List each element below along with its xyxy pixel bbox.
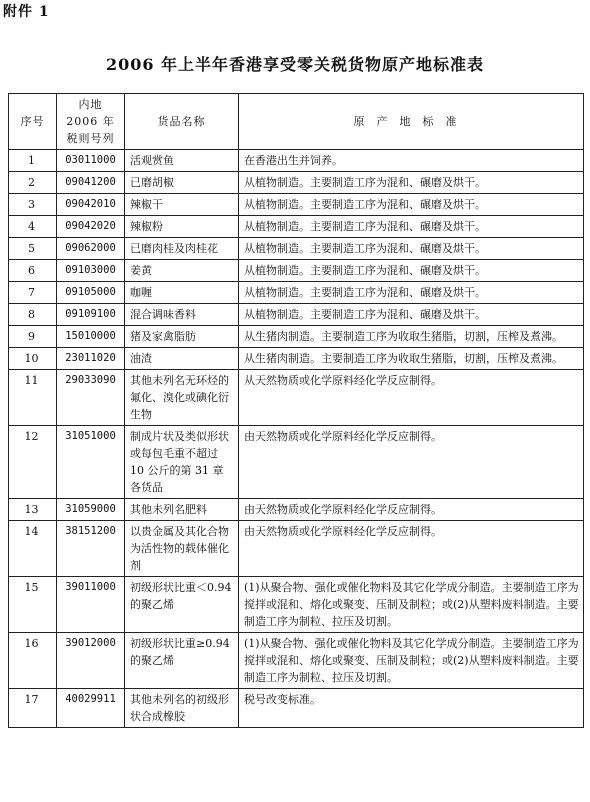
table-row <box>9 216 584 238</box>
cell-no: 13 <box>9 499 57 521</box>
cell-standard: 从生猪肉制造。主要制造工序为收取生猪脂，切割，压榨及煮沸。 <box>239 326 584 348</box>
cell-standard: 从生猪肉制造。主要制造工序为收取生猪脂，切割，压榨及煮沸。 <box>239 348 584 370</box>
table-row <box>9 499 584 521</box>
header-name: 货品名称 <box>125 94 239 150</box>
cell-name: 辣椒干 <box>125 194 239 216</box>
cell-no: 11 <box>9 370 57 426</box>
cell-name: 咖喱 <box>125 282 239 304</box>
cell-standard: 从植物制造。主要制造工序为混和、碾磨及烘干。 <box>239 216 584 238</box>
table-row <box>9 304 584 326</box>
cell-no: 2 <box>9 172 57 194</box>
cell-no: 15 <box>9 577 57 633</box>
table-row <box>9 282 584 304</box>
cell-standard: 从植物制造。主要制造工序为混和、碾磨及烘干。 <box>239 260 584 282</box>
page-title: 2006 年上半年香港享受零关税货物原产地标准表 <box>105 55 485 74</box>
cell-standard: 从植物制造。主要制造工序为混和、碾磨及烘干。 <box>239 172 584 194</box>
cell-code: 39011000 <box>57 577 125 633</box>
cell-standard: 由天然物质或化学原料经化学反应制得。 <box>239 499 584 521</box>
cell-standard: (1)从聚合物、强化或催化物料及其它化学成分制造。主要制造工序为搅拌或混和、熔化或聚变、压制及制粒；或(2)从塑料废料制造。主要制造工序为制粒、拉压及切割。 <box>239 633 584 689</box>
cell-standard: 由天然物质或化学原料经化学反应制得。 <box>239 426 584 499</box>
cell-name: 制成片状及类似形状或每包毛重不超过 10 公斤的第 31 章各货品 <box>125 426 239 499</box>
table-row <box>9 577 584 633</box>
table-row <box>9 172 584 194</box>
cell-no: 12 <box>9 426 57 499</box>
cell-standard: 从植物制造。主要制造工序为混和、碾磨及烘干。 <box>239 194 584 216</box>
cell-name: 初级形状比重＜0.94的聚乙烯 <box>125 577 239 633</box>
cell-standard: 从植物制造。主要制造工序为混和、碾磨及烘干。 <box>239 282 584 304</box>
cell-name: 已磨胡椒 <box>125 172 239 194</box>
cell-standard: 从天然物质或化学原料经化学反应制得。 <box>239 370 584 426</box>
cell-code: 09062000 <box>57 238 125 260</box>
cell-no: 5 <box>9 238 57 260</box>
cell-code: 39012000 <box>57 633 125 689</box>
cell-name: 姜黄 <box>125 260 239 282</box>
cell-no: 1 <box>9 150 57 172</box>
header-code: 内地 2006 年税则号列 <box>57 94 125 150</box>
cell-code: 09105000 <box>57 282 125 304</box>
table-row <box>9 150 584 172</box>
table-row <box>9 260 584 282</box>
cell-no: 14 <box>9 521 57 577</box>
cell-no: 3 <box>9 194 57 216</box>
cell-code: 09042010 <box>57 194 125 216</box>
cell-name: 混合调味香料 <box>125 304 239 326</box>
cell-no: 6 <box>9 260 57 282</box>
cell-name: 油渣 <box>125 348 239 370</box>
table-header-row <box>9 94 584 150</box>
cell-code: 09103000 <box>57 260 125 282</box>
cell-code: 31051000 <box>57 426 125 499</box>
attachment-label: 附件 1 <box>3 4 50 20</box>
cell-standard: 从植物制造。主要制造工序为混和、碾磨及烘干。 <box>239 304 584 326</box>
cell-no: 4 <box>9 216 57 238</box>
header-standard: 原产地标准 <box>239 94 584 150</box>
table-row <box>9 521 584 577</box>
cell-no: 8 <box>9 304 57 326</box>
table-row <box>9 326 584 348</box>
header-no: 序号 <box>9 94 57 150</box>
cell-name: 猪及家禽脂肪 <box>125 326 239 348</box>
table-row <box>9 689 584 728</box>
cell-code: 31059000 <box>57 499 125 521</box>
cell-standard: 从植物制造。主要制造工序为混和、碾磨及烘干。 <box>239 238 584 260</box>
table-body <box>9 150 584 728</box>
table-row <box>9 194 584 216</box>
cell-no: 10 <box>9 348 57 370</box>
cell-code: 15010000 <box>57 326 125 348</box>
cell-name: 其他未列名肥料 <box>125 499 239 521</box>
cell-code: 03011000 <box>57 150 125 172</box>
cell-name: 其他未列名无环烃的氟化、溴化或碘化衍生物 <box>125 370 239 426</box>
table-row <box>9 348 584 370</box>
origin-standard-table <box>8 93 584 728</box>
cell-name: 活观赏鱼 <box>125 150 239 172</box>
cell-code: 09041200 <box>57 172 125 194</box>
cell-code: 40029911 <box>57 689 125 728</box>
cell-standard: (1)从聚合物、强化或催化物料及其它化学成分制造。主要制造工序为搅拌或混和、熔化或聚变、压制及制粒；或(2)从塑料废料制造。主要制造工序为制粒、拉压及切割。 <box>239 577 584 633</box>
cell-standard: 在香港出生并饲养。 <box>239 150 584 172</box>
table-row <box>9 238 584 260</box>
cell-standard: 由天然物质或化学原料经化学反应制得。 <box>239 521 584 577</box>
cell-no: 7 <box>9 282 57 304</box>
cell-name: 已磨肉桂及肉桂花 <box>125 238 239 260</box>
cell-no: 9 <box>9 326 57 348</box>
cell-code: 09109100 <box>57 304 125 326</box>
cell-code: 38151200 <box>57 521 125 577</box>
cell-name: 其他未列名的初级形状合成橡胶 <box>125 689 239 728</box>
table-row <box>9 633 584 689</box>
cell-no: 16 <box>9 633 57 689</box>
cell-standard: 税号改变标准。 <box>239 689 584 728</box>
cell-name: 以贵金属及其化合物为活性物的载体催化剂 <box>125 521 239 577</box>
cell-name: 初级形状比重≥0.94的聚乙烯 <box>125 633 239 689</box>
table-row <box>9 370 584 426</box>
cell-code: 23011020 <box>57 348 125 370</box>
cell-code: 09042020 <box>57 216 125 238</box>
cell-code: 29033090 <box>57 370 125 426</box>
table-row <box>9 426 584 499</box>
cell-name: 辣椒粉 <box>125 216 239 238</box>
cell-no: 17 <box>9 689 57 728</box>
